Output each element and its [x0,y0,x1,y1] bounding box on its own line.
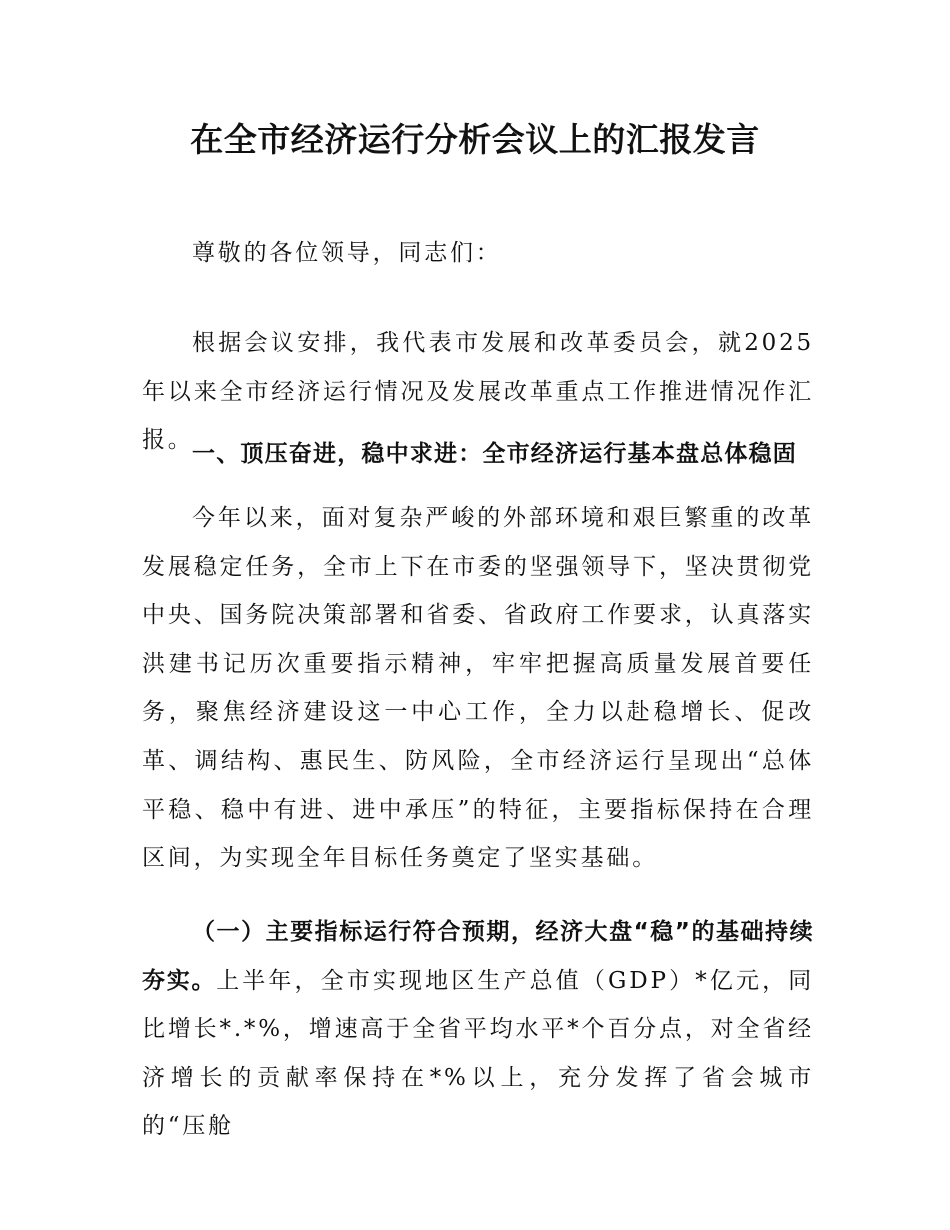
section-1-paragraph: 今年以来，面对复杂严峻的外部环境和艰巨繁重的改革发展稳定任务，全市上下在市委的坚强领导下，坚决贯彻党中央、国务院决策部署和省委、省政府工作要求，认真落实洪建书记历次重要指示精神，牢牢把握高质量发展首要任务，聚焦经济建设这一中心工作，全力以赴稳增长、促改革、调结构、惠民生、防风险，全市经济运行呈现出“总体平稳、稳中有进、进中承压”的特征，主要指标保持在合理区间，为实现全年目标任务奠定了坚实基础。 [142,505,814,872]
document-title: 在全市经济运行分析会议上的汇报发言 [190,120,760,159]
subsection-1-text: 上半年，全市实现地区生产总值（GDP）*亿元，同比增长*.*%，增速高于全省平均水平*个百分点，对全省经济增长的贡献率保持在*%以上，充分发挥了省会城市的“压舱 [142,967,814,1140]
subsection-1-lead: （一）主要指标运行符合预期，经济大盘“稳”的基础持续夯实。 [142,919,814,994]
intro-paragraph: 根据会议安排，我代表市发展和改革委员会，就2025年以来全市经济运行情况及发展改革重点工作推进情况作汇报。 [142,330,814,454]
section-heading-1: 一、顶压奋进，稳中求进：全市经济运行基本盘总体稳固 [192,441,797,467]
subsection-1-paragraph [142,908,814,1151]
salutation: 尊敬的各位领导，同志们： [192,240,502,266]
